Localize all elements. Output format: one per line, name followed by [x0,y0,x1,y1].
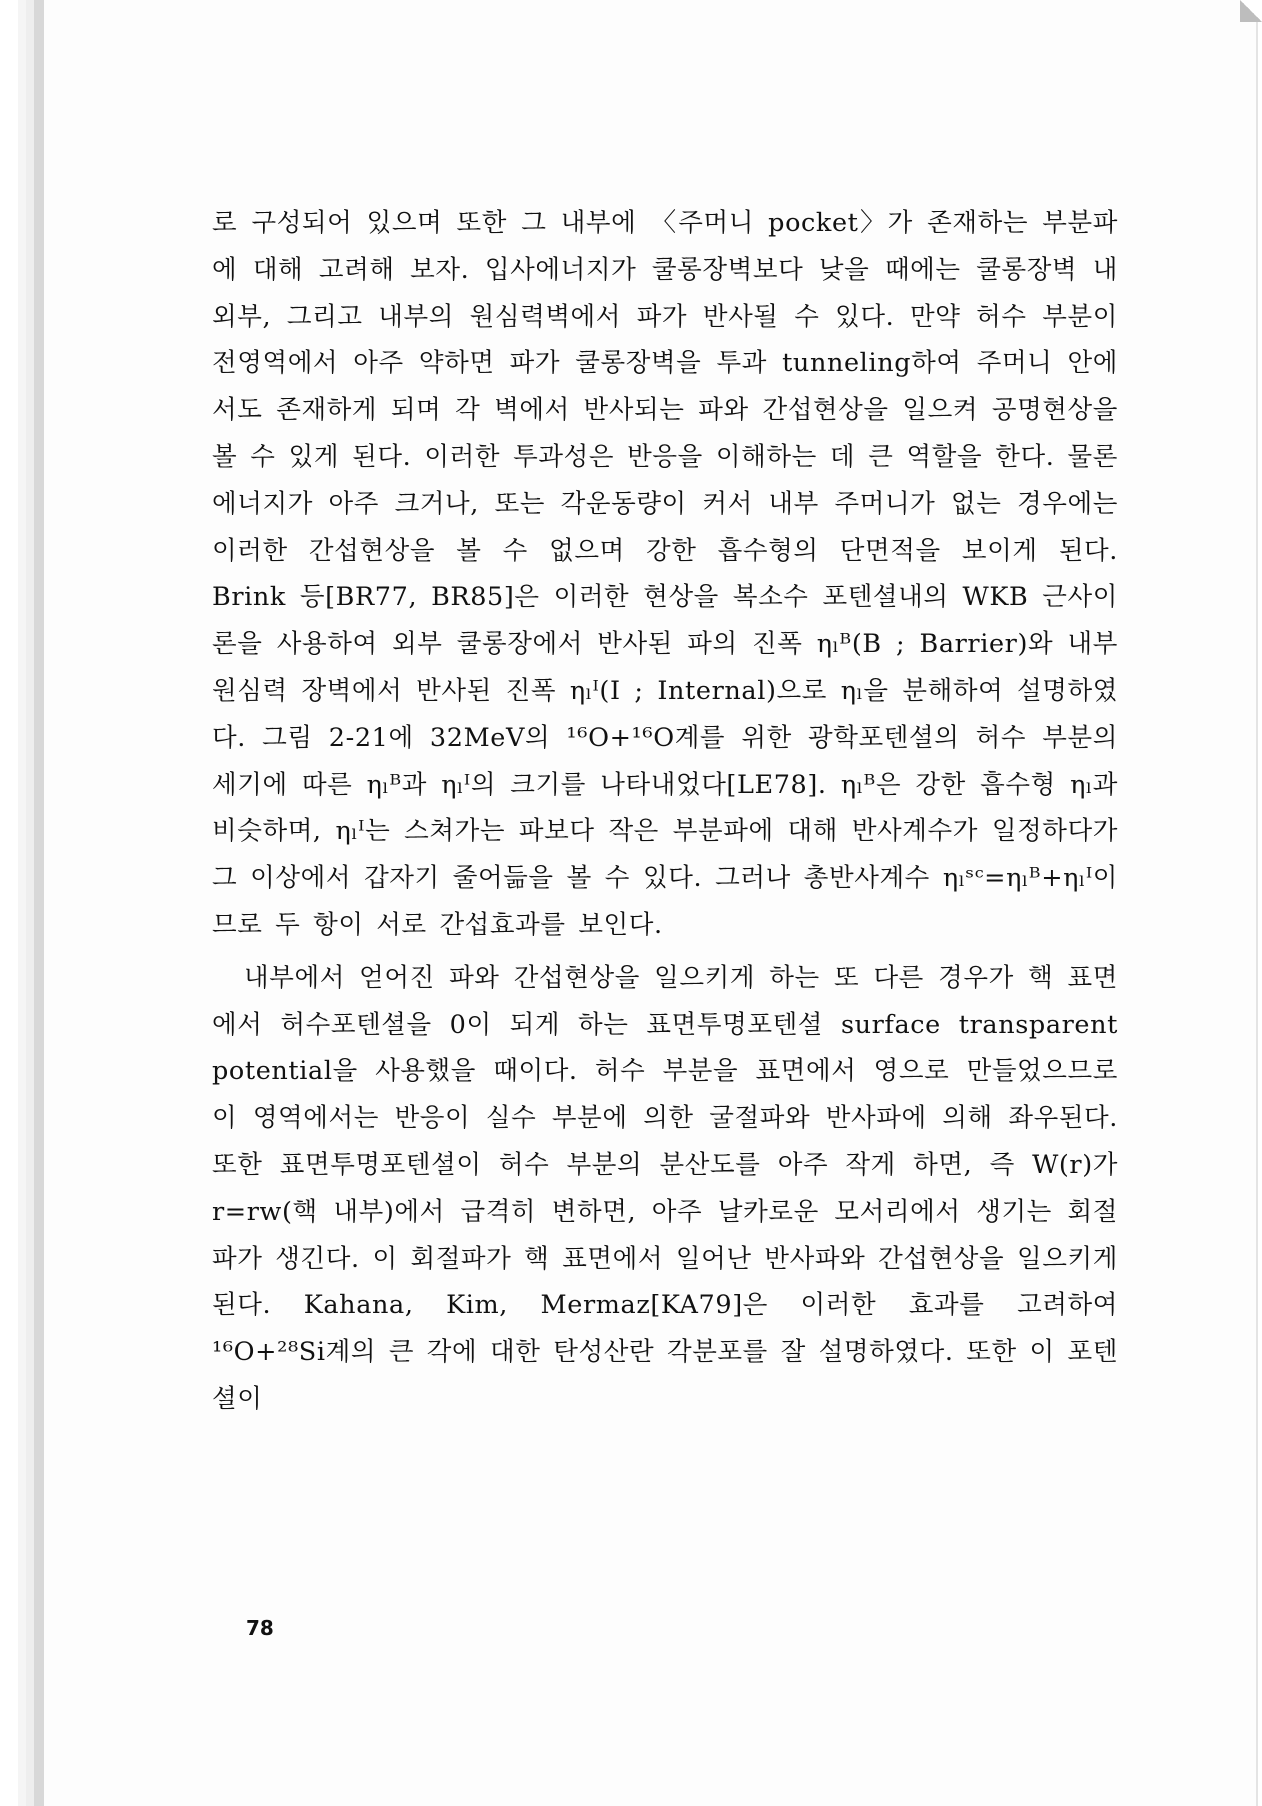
page-number: 78 [246,1616,274,1640]
body-text [212,200,1118,1423]
paragraph-1: 로 구성되어 있으며 또한 그 내부에 〈주머니 pocket〉가 존재하는 부분파에 대해 고려해 보자. 입사에너지가 쿨롱장벽보다 낮을 때에는 쿨롱장벽 내 외부, 그리고 내부의 원심력벽에서 파가 반사될 수 있다. 만약 허수 부분이 전영역에서 아주 약하면 파가 쿨롱장벽을 투과 tunneling하여 주머니 안에서도 존재하게 되며 각 벽에서 반사되는 파와 간섭현상을 일으켜 공명현상을 볼 수 있게 된다. 이러한 투과성은 반응을 이해하는 데 큰 역할을 한다. 물론 에너지가 아주 크거나, 또는 각운동량이 커서 내부 주머니가 없는 경우에는 이러한 간섭현상을 볼 수 없으며 강한 흡수형의 단면적을 보이게 된다. Brink 등[BR77, BR85]은 이러한 현상을 복소수 포텐셜내의 WKB 근사이론을 사용하여 외부 쿨롱장에서 반사된 파의 진폭 ηₗᴮ(B ; Barrier)와 내부 원심력 장벽에서 반사된 진폭 ηₗᴵ(I ; Internal)으로 ηₗ을 분해하여 설명하였다. 그림 2-21에 32MeV의 ¹⁶O+¹⁶O계를 위한 광학포텐셜의 허수 부분의 세기에 따른 ηₗᴮ과 ηₗᴵ의 크기를 나타내었다[LE78]. ηₗᴮ은 강한 흡수형 ηₗ과 비슷하며, ηₗᴵ는 스쳐가는 파보다 작은 부분파에 대해 반사계수가 일정하다가 그 이상에서 갑자기 줄어듦을 볼 수 있다. 그러나 총반사계수 ηₗˢᶜ=ηₗᴮ+ηₗᴵ이므로 두 항이 서로 간섭효과를 보인다. [212,208,1118,940]
paragraph-2: 내부에서 얻어진 파와 간섭현상을 일으키게 하는 또 다른 경우가 핵 표면에서 허수포텐셜을 0이 되게 하는 표면투명포텐셜 surface transparent potential을 사용했을 때이다. 허수 부분을 표면에서 영으로 만들었으므로 이 영역에서는 반응이 실수 부분에 의한 굴절파와 반사파에 의해 좌우된다. 또한 표면투명포텐셜이 허수 부분의 분산도를 아주 작게 하면, 즉 W(r)가 r=rw(핵 내부)에서 급격히 변하면, 아주 날카로운 모서리에서 생기는 회절파가 생긴다. 이 회절파가 핵 표면에서 일어난 반사파와 간섭현상을 일으키게 된다. Kahana, Kim, Mermaz[KA79]은 이러한 효과를 고려하여 ¹⁶O+²⁸Si계의 큰 각에 대한 탄성산란 각분포를 잘 설명하였다. 또한 이 포텐셜이 [212,962,1118,1414]
page-right-edge [1256,0,1258,1806]
page-corner-fold [1240,0,1262,22]
